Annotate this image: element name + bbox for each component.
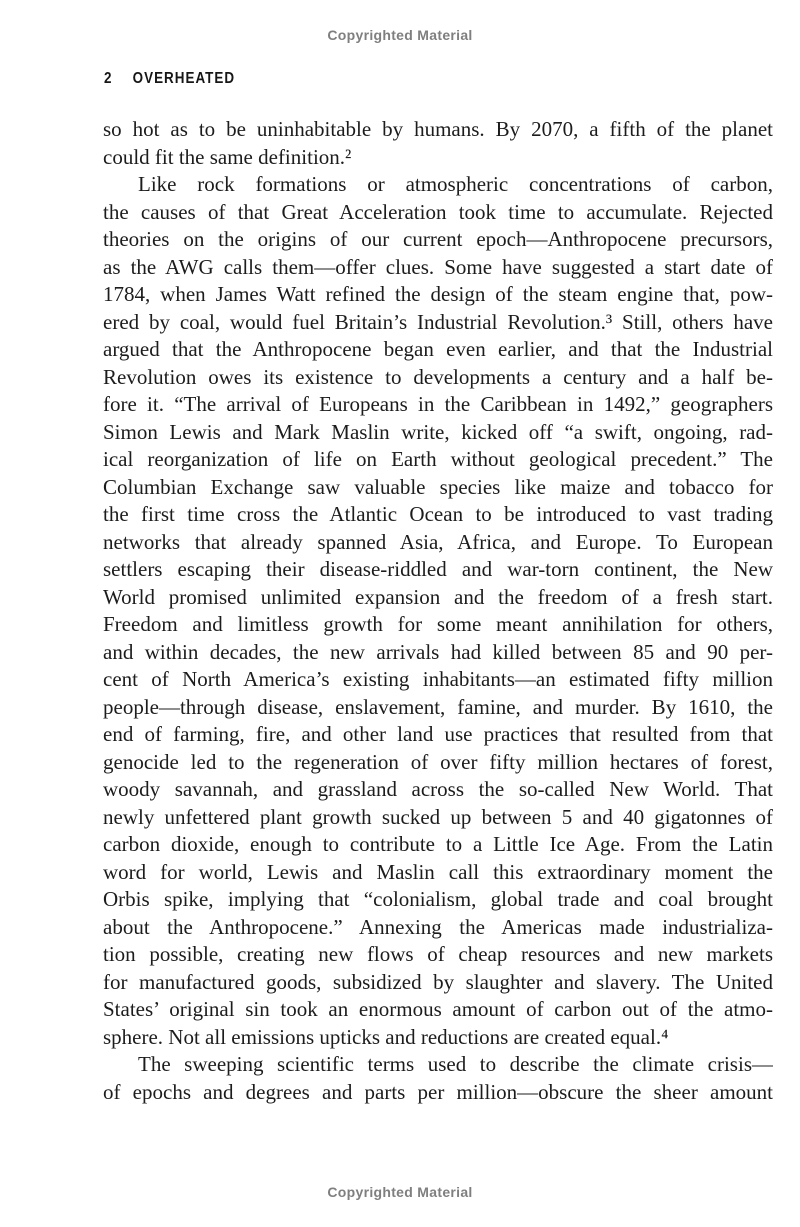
running-title: OVERHEATED — [132, 70, 236, 87]
text-line: cent of North America’s existing inhabitants—an estimated fifty million — [103, 667, 773, 691]
text-line: as the AWG calls them—offer clues. Some have suggested a start date of — [103, 254, 773, 279]
text-line: Revolution owes its existence to developments a century and a half be- — [103, 364, 773, 389]
text-line: genocide led to the regeneration of over fifty million hectares of forest, — [103, 749, 773, 774]
text-line: the causes of that Great Acceleration took time to accumulate. Rejected — [103, 199, 773, 224]
text-line: for manufactured goods, subsidized by slaughter and slavery. The United — [103, 969, 773, 994]
text-line: argued that the Anthropocene began even earlier, and that the Industrial — [103, 337, 773, 361]
text-line: theories on the origins of our current epoch—Anthropocene precursors, — [103, 227, 773, 251]
text-line: ered by coal, would fuel Britain’s Industrial Revolution.³ Still, others have — [103, 309, 773, 334]
text-line: newly unfettered plant growth sucked up between 5 and 40 gigatonnes of — [103, 804, 773, 829]
text-line: Like rock formations or atmospheric concentrations of carbon, — [138, 172, 773, 196]
text-line: Simon Lewis and Mark Maslin write, kicked off “a swift, ongoing, rad- — [103, 419, 773, 444]
copyright-watermark-top: Copyrighted Material — [327, 27, 473, 43]
text-line: settlers escaping their disease-riddled and war-torn continent, the New — [103, 557, 773, 581]
text-line: of epochs and degrees and parts per million—obscure the sheer amount — [103, 1079, 773, 1104]
text-line: the first time cross the Atlantic Ocean to be introduced to vast trading — [103, 502, 773, 526]
text-line: ical reorganization of life on Earth without geological precedent.” The — [103, 447, 773, 471]
text-line: could fit the same definition.² — [103, 144, 352, 169]
text-line: carbon dioxide, enough to contribute to a Little Ice Age. From the Latin — [103, 832, 773, 856]
page-number: 2 — [104, 70, 113, 87]
text-line: people—through disease, enslavement, famine, and murder. By 1610, the — [103, 694, 773, 719]
text-line: World promised unlimited expansion and the freedom of a fresh start. — [103, 584, 773, 609]
text-line: and within decades, the new arrivals had killed between 85 and 90 per- — [103, 639, 773, 664]
text-line: Columbian Exchange saw valuable species like maize and tobacco for — [103, 474, 773, 499]
text-line: States’ original sin took an enormous amount of carbon out of the atmo- — [103, 997, 773, 1021]
text-line: word for world, Lewis and Maslin call this extraordinary moment the — [103, 859, 773, 884]
text-line: sphere. Not all emissions upticks and reductions are created equal.⁴ — [103, 1024, 669, 1049]
body-text — [103, 116, 773, 1106]
text-line: so hot as to be uninhabitable by humans. By 2070, a fifth of the planet — [103, 117, 773, 141]
text-line: fore it. “The arrival of Europeans in the Caribbean in 1492,” geographers — [103, 392, 773, 416]
text-line: 1784, when James Watt refined the design of the steam engine that, pow- — [103, 282, 773, 306]
text-line: Orbis spike, implying that “colonialism, global trade and coal brought — [103, 887, 773, 911]
copyright-watermark-bottom: Copyrighted Material — [327, 1184, 473, 1200]
text-line: woody savannah, and grassland across the so-called New World. That — [103, 777, 773, 801]
text-line: tion possible, creating new flows of cheap resources and new markets — [103, 942, 773, 966]
text-line: The sweeping scientific terms used to describe the climate crisis— — [138, 1052, 773, 1076]
text-line: networks that already spanned Asia, Africa, and Europe. To European — [103, 529, 773, 554]
text-line: about the Anthropocene.” Annexing the Americas made industrializa- — [103, 914, 773, 939]
text-line: Freedom and limitless growth for some meant annihilation for others, — [103, 612, 773, 636]
page-header — [104, 70, 235, 88]
text-line: end of farming, fire, and other land use practices that resulted from that — [103, 722, 773, 746]
